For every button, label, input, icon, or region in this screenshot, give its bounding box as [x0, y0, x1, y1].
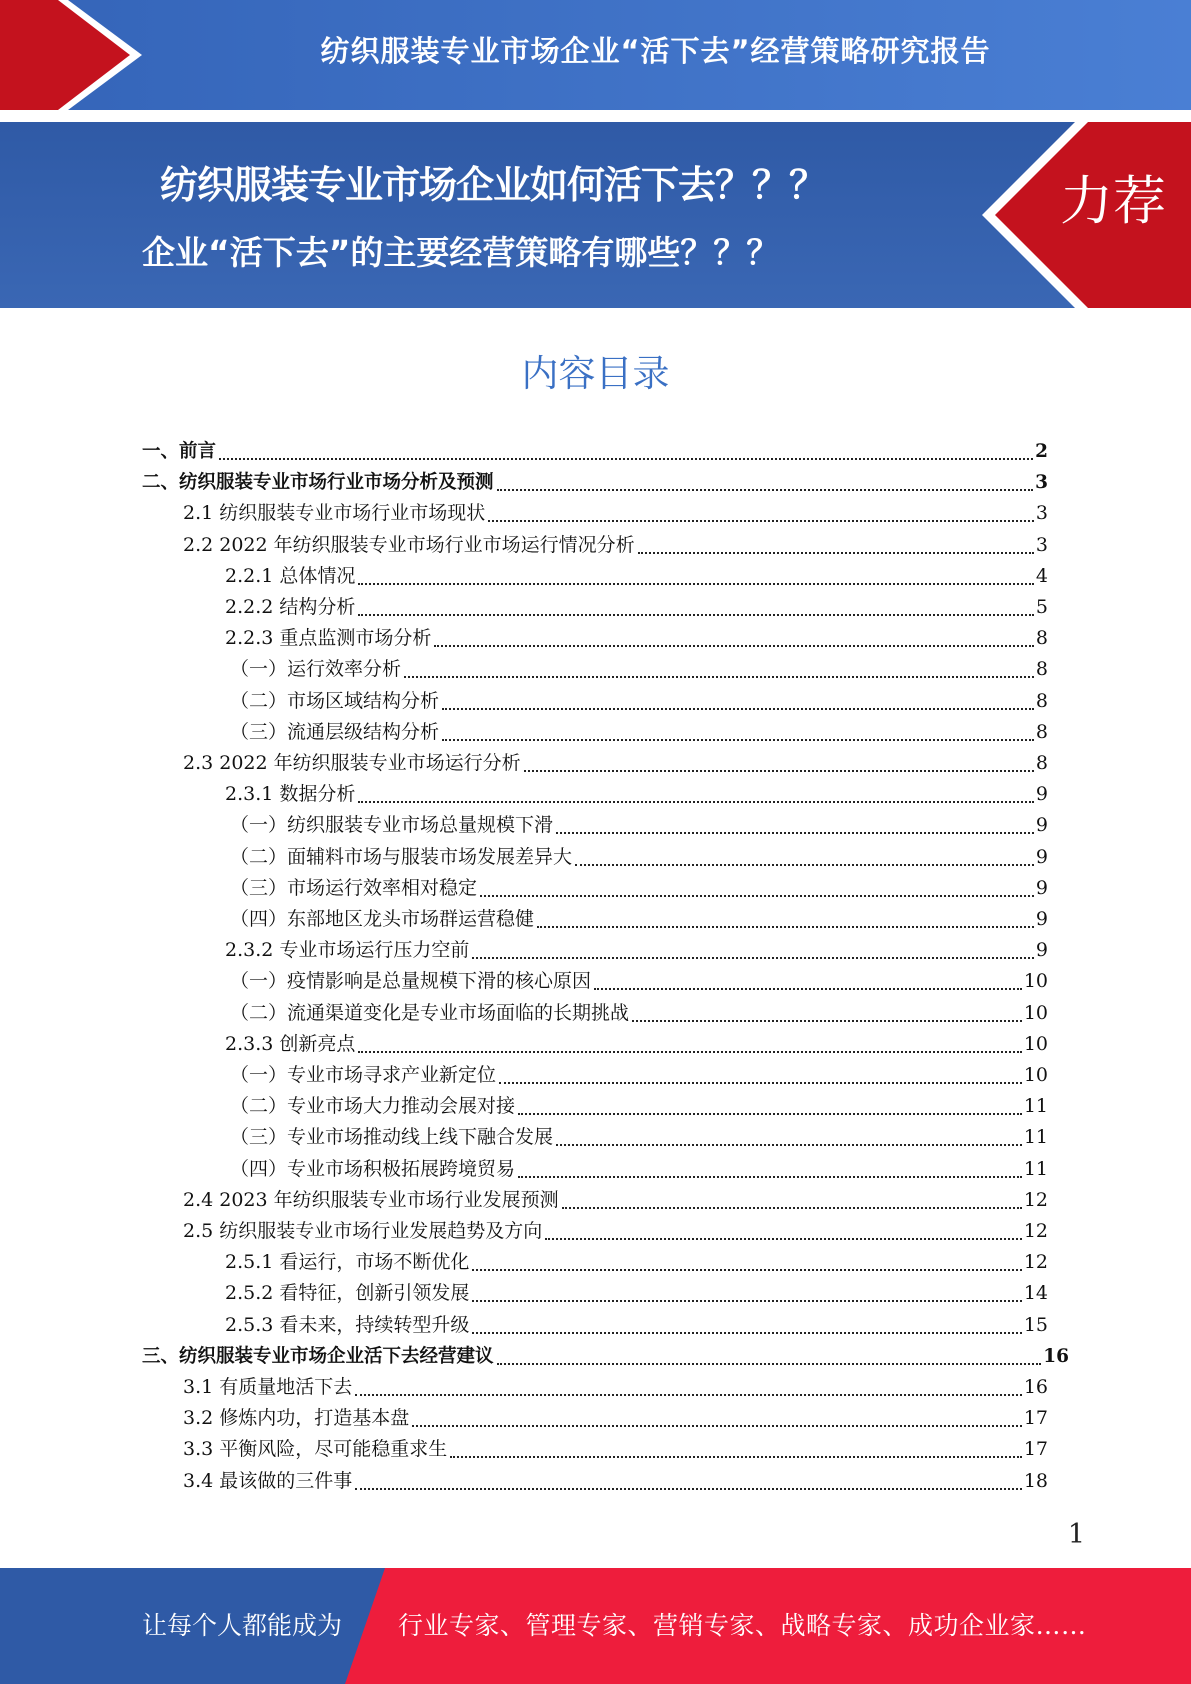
toc-entry-page: 15 [1023, 1313, 1048, 1336]
toc-leader-dots [355, 1392, 1022, 1396]
toc-entry[interactable] [230, 873, 1048, 904]
hero-question-1: 纺织服装专业市场企业如何活下去？？？ [160, 163, 827, 207]
toc-entry-title: 2.3.3 创新亮点 [225, 1032, 356, 1055]
toc-leader-dots [358, 612, 1034, 616]
toc-entry[interactable] [183, 498, 1048, 529]
toc-entry-page: 3 [1035, 472, 1048, 494]
top-banner [0, 0, 1191, 110]
toc-leader-dots [562, 1205, 1022, 1209]
toc-entry[interactable] [225, 623, 1048, 654]
toc-entry-title: 3.4 最该做的三件事 [183, 1469, 353, 1492]
toc-entry-page: 12 [1023, 1188, 1048, 1211]
toc-leader-dots [450, 1454, 1022, 1458]
toc-entry[interactable] [183, 1466, 1048, 1497]
toc-entry-page: 10 [1023, 1064, 1048, 1086]
toc-entry-page: 18 [1023, 1469, 1048, 1492]
toc-leader-dots [638, 550, 1034, 554]
toc-entry-page: 9 [1035, 814, 1048, 837]
toc-entry[interactable] [225, 561, 1048, 592]
toc-entry[interactable] [183, 1216, 1048, 1247]
toc-entry-title: （二）面辅料市场与服装市场发展差异大 [230, 845, 573, 868]
toc-entry-page: 3 [1035, 533, 1048, 556]
toc-entry-page: 8 [1035, 752, 1048, 774]
toc-leader-dots [219, 456, 1033, 460]
toc-entry[interactable] [230, 1091, 1048, 1122]
recommend-badge: 力荐 [1060, 171, 1166, 232]
toc-leader-dots [497, 1361, 1042, 1365]
toc-leader-dots [472, 955, 1034, 959]
toc-entry-title: 一、前言 [142, 441, 217, 462]
toc-leader-dots [488, 518, 1034, 522]
toc-entry-title: 2.3 2022 年纺织服装专业市场运行分析 [183, 752, 521, 774]
toc-entry-title: （一）运行效率分析 [230, 658, 402, 681]
toc-entry-title: 3.2 修炼内功，打造基本盘 [183, 1407, 410, 1430]
toc-entry-page: 8 [1035, 658, 1048, 681]
report-title: 纺织服装专业市场企业“活下去”经营策略研究报告 [320, 34, 991, 68]
toc-entry-page: 12 [1023, 1251, 1048, 1274]
toc-entry-page: 3 [1035, 502, 1048, 525]
toc-entry[interactable] [142, 467, 1048, 498]
toc-entry[interactable] [230, 1060, 1048, 1091]
toc-entry-page: 11 [1023, 1126, 1048, 1149]
hero-graphic [0, 122, 1191, 308]
toc-entry-page: 16 [1023, 1376, 1048, 1398]
toc-entry-title: 2.2.3 重点监测市场分析 [225, 627, 432, 650]
toc-entry-title: （一）专业市场寻求产业新定位 [230, 1064, 497, 1086]
toc-entry-page: 11 [1023, 1157, 1048, 1180]
toc-entry-title: 2.3.1 数据分析 [225, 783, 356, 806]
toc-entry-title: （二）流通渠道变化是专业市场面临的长期挑战 [230, 1001, 630, 1024]
toc-entry-title: （二）专业市场大力推动会展对接 [230, 1095, 516, 1118]
toc-entry[interactable] [225, 935, 1048, 966]
toc-leader-dots [518, 1111, 1022, 1115]
toc-entry-title: 2.5.1 看运行，市场不断优化 [225, 1251, 470, 1274]
toc-entry-title: 二、纺织服装专业市场行业市场分析及预测 [142, 472, 494, 494]
toc-entry-title: 2.5.2 看特征，创新引领发展 [225, 1282, 470, 1305]
toc-leader-dots [594, 986, 1022, 990]
toc-leader-dots [472, 1298, 1021, 1302]
toc-leader-dots [480, 893, 1034, 897]
toc-entry[interactable] [230, 1154, 1048, 1185]
toc-leader-dots [358, 1049, 1021, 1053]
toc-leader-dots [632, 1018, 1022, 1022]
footer-slogan-left: 让每个人都能成为 [142, 1611, 343, 1640]
toc-entry-title: （一）疫情影响是总量规模下滑的核心原因 [230, 970, 592, 993]
toc-entry-title: 3.3 平衡风险，尽可能稳重求生 [183, 1438, 448, 1461]
hero-question-2: 企业“活下去”的主要经营策略有哪些？？？ [142, 233, 780, 272]
toc-leader-dots [497, 487, 1034, 491]
toc-entry-title: 2.5 纺织服装专业市场行业发展趋势及方向 [183, 1220, 543, 1242]
toc-entry[interactable] [225, 1029, 1048, 1060]
toc-leader-dots [358, 799, 1034, 803]
toc-entry[interactable] [230, 966, 1048, 997]
toc-entry-page: 8 [1035, 689, 1048, 712]
toc-entry[interactable] [225, 779, 1048, 810]
toc-entry-title: 2.2.2 结构分析 [225, 596, 356, 618]
toc-entry-page: 9 [1035, 908, 1048, 930]
toc-entry-page: 4 [1035, 564, 1048, 587]
toc-entry[interactable] [225, 1278, 1048, 1309]
toc-leader-dots [404, 674, 1034, 678]
toc-entry[interactable] [230, 998, 1048, 1029]
toc-entry-page: 10 [1023, 970, 1048, 993]
toc-entry-page: 10 [1023, 1032, 1048, 1055]
toc-entry[interactable] [183, 1403, 1048, 1434]
toc-leader-dots [556, 1142, 1022, 1146]
toc-leader-dots [575, 862, 1034, 866]
toc-entry-title: （三）市场运行效率相对稳定 [230, 876, 478, 899]
toc-entry-page: 17 [1023, 1438, 1048, 1461]
toc-entry-page: 9 [1035, 783, 1048, 806]
toc-entry-title: （一）纺织服装专业市场总量规模下滑 [230, 814, 554, 837]
toc-entry-page: 5 [1035, 596, 1048, 618]
toc-entry-title: 2.2 2022 年纺织服装专业市场行业市场运行情况分析 [183, 533, 635, 556]
toc-entry[interactable] [225, 592, 1048, 623]
toc-leader-dots [556, 830, 1034, 834]
toc-entry-title: （二）市场区域结构分析 [230, 689, 440, 712]
toc-entry-page: 9 [1035, 939, 1048, 962]
toc-entry-page: 10 [1023, 1001, 1048, 1024]
toc-entry[interactable] [183, 1372, 1048, 1403]
toc-entry-page: 2 [1035, 441, 1048, 462]
toc-entry[interactable] [183, 530, 1048, 561]
toc-leader-dots [472, 1330, 1021, 1334]
toc-entry-title: 三、纺织服装专业市场企业活下去经营建议 [142, 1345, 494, 1367]
toc-leader-dots [412, 1423, 1022, 1427]
toc-leader-dots [499, 1080, 1022, 1084]
toc-entry-title: （三）流通层级结构分析 [230, 720, 440, 743]
toc-entry[interactable] [142, 1341, 1069, 1372]
toc-leader-dots [518, 1174, 1022, 1178]
toc-entry-title: 3.1 有质量地活下去 [183, 1376, 353, 1398]
toc-leader-dots [355, 1486, 1022, 1490]
toc-entry-title: 2.1 纺织服装专业市场行业市场现状 [183, 502, 486, 525]
toc-entry[interactable] [230, 654, 1048, 685]
toc-leader-dots [442, 737, 1034, 741]
toc-entry[interactable] [230, 810, 1048, 841]
toc-leader-dots [537, 924, 1034, 928]
toc-entry-title: （四）东部地区龙头市场群运营稳健 [230, 908, 535, 930]
toc-entry-page: 8 [1035, 627, 1048, 650]
toc-entry[interactable] [230, 686, 1048, 717]
toc-entry[interactable] [230, 904, 1048, 935]
toc-entry-title: 2.3.2 专业市场运行压力空前 [225, 939, 470, 962]
toc-entry-page: 11 [1023, 1095, 1048, 1118]
toc-leader-dots [442, 706, 1034, 710]
toc-entry-page: 16 [1043, 1345, 1069, 1367]
toc-entry[interactable] [183, 748, 1048, 779]
toc-entry[interactable] [225, 1310, 1048, 1341]
toc-entry[interactable] [230, 842, 1048, 873]
toc-leader-dots [545, 1236, 1022, 1240]
toc-entry-page: 9 [1035, 845, 1048, 868]
toc-entry-title: 2.2.1 总体情况 [225, 564, 356, 587]
toc-entry-page: 8 [1035, 720, 1048, 743]
toc-entry-page: 9 [1035, 876, 1048, 899]
toc-entry-title: 2.5.3 看未来，持续转型升级 [225, 1313, 470, 1336]
hero-banner [0, 122, 1191, 308]
toc-entry-title: （三）专业市场推动线上线下融合发展 [230, 1126, 554, 1149]
toc-entry-page: 17 [1023, 1407, 1048, 1430]
toc-entry-page: 14 [1023, 1282, 1048, 1305]
toc-entry[interactable] [230, 1122, 1048, 1153]
toc-entry-page: 12 [1023, 1220, 1048, 1242]
toc-entry-title: （四）专业市场积极拓展跨境贸易 [230, 1157, 516, 1180]
toc-entry-title: 2.4 2023 年纺织服装专业市场行业发展预测 [183, 1188, 559, 1211]
toc-entry[interactable] [230, 717, 1048, 748]
toc-leader-dots [472, 1267, 1021, 1271]
toc-leader-dots [358, 581, 1034, 585]
toc-entry[interactable] [142, 436, 1048, 467]
footer-banner [0, 1568, 1191, 1684]
toc-entry[interactable] [183, 1185, 1048, 1216]
footer-slogan-right: 行业专家、管理专家、营销专家、战略专家、成功企业家…… [398, 1611, 1087, 1640]
toc-leader-dots [434, 643, 1034, 647]
toc-heading: 内容目录 [521, 352, 670, 395]
toc-leader-dots [524, 768, 1034, 772]
toc-entry[interactable] [183, 1434, 1048, 1465]
page-number: 1 [1067, 1519, 1085, 1550]
toc-entry[interactable] [225, 1247, 1048, 1278]
